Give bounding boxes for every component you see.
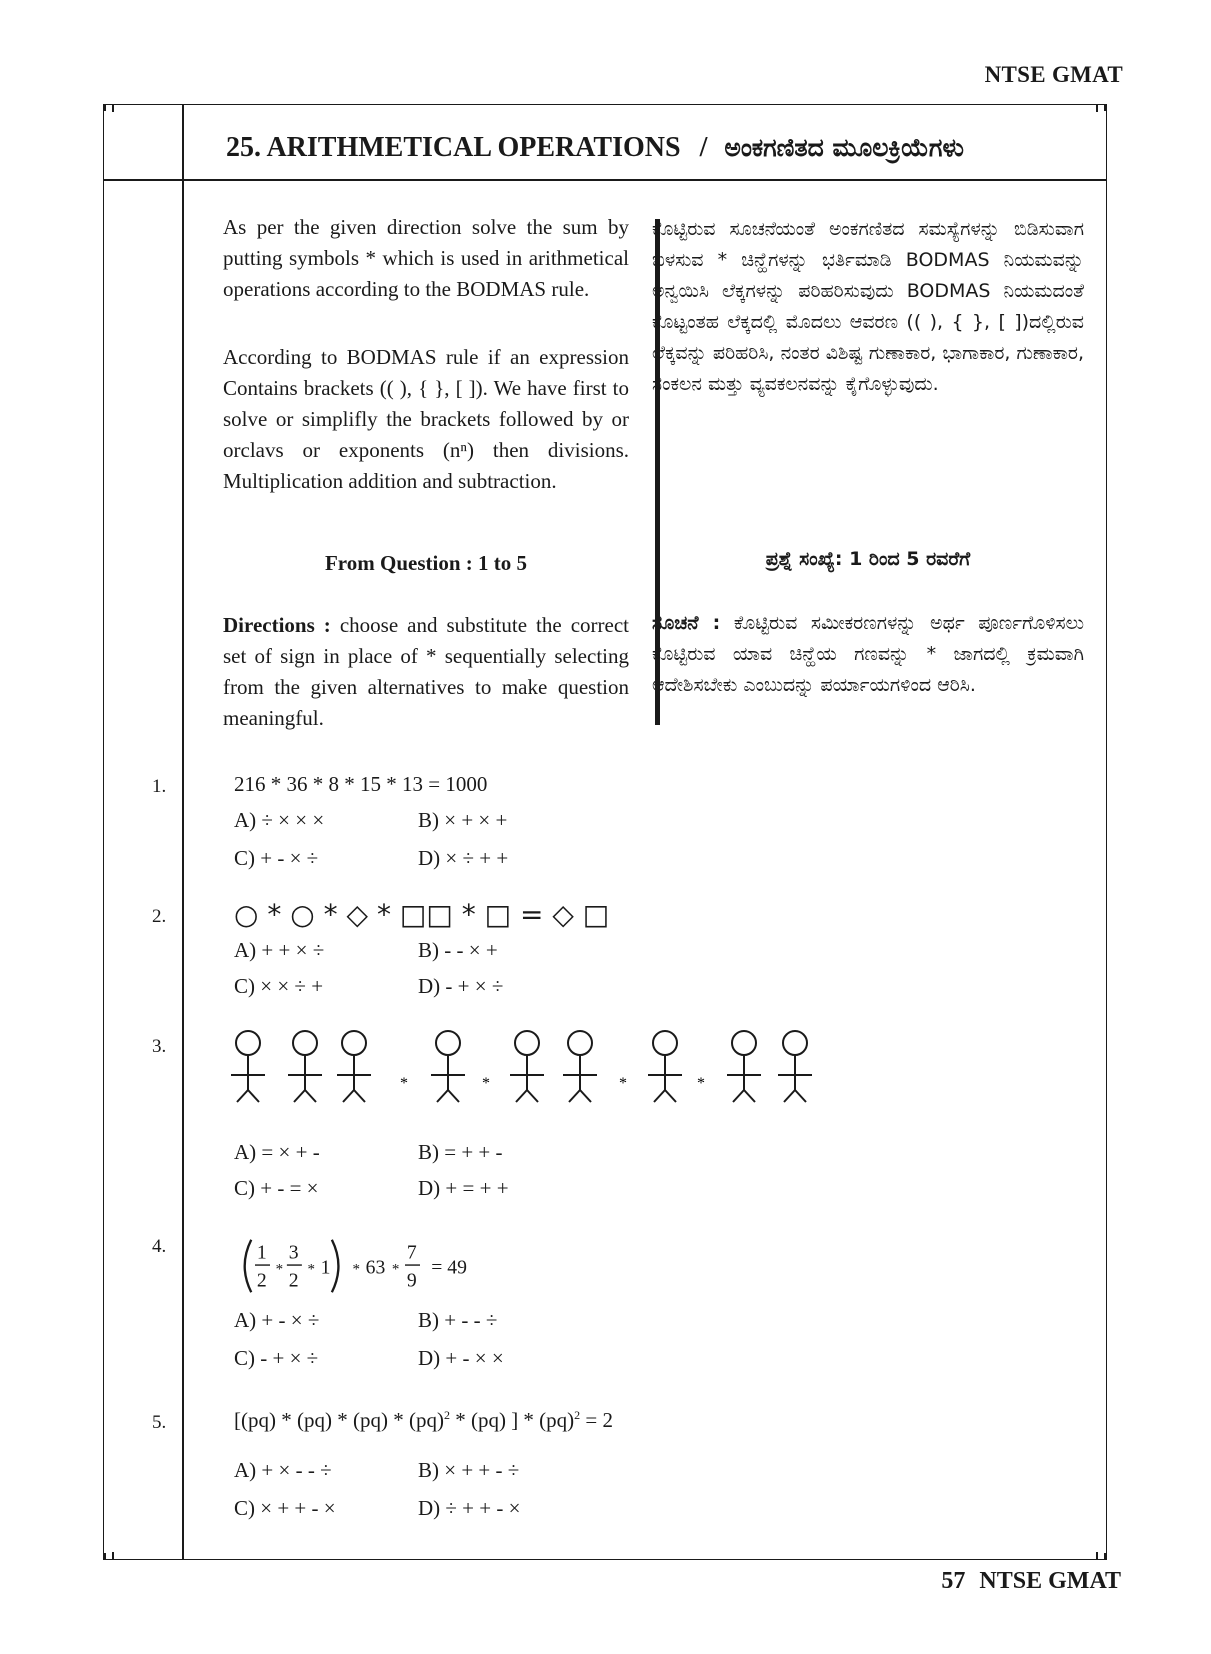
q2-option-b: B) - - × + xyxy=(418,938,498,962)
exponent: 2 xyxy=(443,1408,450,1422)
square-pair-shape: □□ xyxy=(399,898,453,931)
fraction-numerator: 7 xyxy=(406,1241,417,1264)
fraction-numerator: 1 xyxy=(256,1241,267,1264)
stick-figure xyxy=(510,1031,544,1102)
q4-option-c: C) - + × ÷ xyxy=(234,1346,319,1370)
term-one: 1 xyxy=(320,1256,331,1279)
star-operator: * xyxy=(376,898,391,931)
expr-part: * (pq) ] * (pq) xyxy=(449,1408,575,1432)
chapter-title-english: 25. ARITHMETICAL OPERATIONS xyxy=(226,132,681,163)
question-4-fraction-expression xyxy=(230,1236,550,1296)
question-number: 4. xyxy=(152,1236,167,1257)
directions-label: Directions : xyxy=(223,613,331,637)
star-operator: * xyxy=(461,898,476,931)
q1-option-d: D) × ÷ + + xyxy=(418,846,509,870)
q5-option-b: B) × + + - ÷ xyxy=(418,1458,520,1482)
star-operator: * xyxy=(275,1261,284,1278)
term-sixty-three: 63 xyxy=(365,1256,386,1279)
intro-kn-from-question: ಪ್ರಶ್ನೆ ಸಂಖ್ಯೆ: 1 ರಿಂದ 5 ರವರೆಗೆ xyxy=(765,548,971,570)
star-operator: * xyxy=(391,1261,400,1278)
star-operator: * xyxy=(307,1261,315,1278)
title-separator: / xyxy=(699,132,708,163)
stick-figure xyxy=(727,1031,761,1102)
intro-en-directions xyxy=(223,610,629,734)
stick-figure xyxy=(337,1031,371,1102)
q4-option-d: D) + - × × xyxy=(418,1346,504,1370)
running-header: NTSE GMAT xyxy=(984,62,1123,87)
q4-option-b: B) + - - ÷ xyxy=(418,1308,498,1332)
stick-figure xyxy=(648,1031,682,1102)
star-operator: * xyxy=(400,1075,408,1092)
expr-part: [(pq) * (pq) * (pq) * (pq) xyxy=(234,1408,444,1432)
q5-option-a: A) + × - - ÷ xyxy=(234,1458,332,1482)
star-operator: * xyxy=(697,1075,705,1092)
page-footer xyxy=(941,1568,1121,1595)
q3-option-c: C) + - = × xyxy=(234,1176,319,1200)
page-number: 57 xyxy=(941,1568,966,1594)
q5-option-d: D) ÷ + + - × xyxy=(418,1496,521,1520)
stick-figure xyxy=(563,1031,597,1102)
question-2-symbol-expression xyxy=(234,898,609,931)
circle-shape: ○ xyxy=(290,898,315,931)
q5-option-c: C) × + + - × xyxy=(234,1496,336,1520)
intro-en-para1: As per the given direction solve the sum by putting symbols * which is used in arithmetical operations according to the BODMAS rule. xyxy=(223,215,629,301)
exponent: 2 xyxy=(574,1408,581,1422)
question-1-expression: 216 * 36 * 8 * 15 * 13 = 1000 xyxy=(234,772,488,796)
question-3-stick-figures xyxy=(230,1030,830,1110)
star-operator: * xyxy=(619,1075,627,1092)
q2-option-c: C) × × ÷ + xyxy=(234,974,324,998)
directions-text: choose and substitute the correct set of sign in place of * sequentially selecting from the given alternatives to make question meaningful. xyxy=(223,613,630,730)
diamond-shape: ◇ xyxy=(346,898,369,931)
q1-option-b: B) × + × + xyxy=(418,808,508,832)
q1-option-c: C) + - × ÷ xyxy=(234,846,319,870)
question-number: 1. xyxy=(152,776,167,797)
q2-option-d: D) - + × ÷ xyxy=(418,974,504,998)
intro-kn-para1: ಕೊಟ್ಟಿರುವ ಸೂಚನೆಯಂತೆ ಅಂಕಗಣಿತದ ಸಮಸ್ಯೆಗಳನ್ನು ಬಿಡಿಸುವಾಗ ಬಳಸುವ * ಚಿನ್ಹೆಗಳನ್ನು ಭರ್ತಿಮಾಡಿ BODMAS ನಿಯಮವನ್ನು ಅನ್ವಯಿಸಿ ಲೆಕ್ಕಗಳನ್ನು ಪರಿಹರಿಸುವುದು BODMAS ನಿಯಮದಂತೆ ಕೊಟ್ಟಂತಹ ಲೆಕ್ಕದಲ್ಲಿ ಮೊದಲು ಆವರಣ (( ), { }, [ ])ದಲ್ಲಿರುವ ಲೆಕ್ಕವನ್ನು ಪರಿಹರಿಸಿ, ನಂತರ ವಿಶಿಷ್ಟ ಗುಣಾಕಾರ, ಭಾಗಾಕಾರ, ಗುಣಾಕಾರ, ಸಂಕಲನ ಮತ್ತು ವ್ಯವಕಲನವನ್ನು ಕೈಗೊಳ್ಳುವುದು. xyxy=(652,218,1084,395)
question-5-expression xyxy=(234,1408,613,1433)
fraction-denominator: 9 xyxy=(406,1269,417,1292)
question-number: 2. xyxy=(152,906,167,927)
fraction-denominator: 2 xyxy=(256,1269,267,1292)
intro-en-from-question: From Question : 1 to 5 xyxy=(324,551,527,575)
question-number: 5. xyxy=(152,1412,167,1433)
expr-part: = 2 xyxy=(580,1408,614,1432)
fraction-numerator: 3 xyxy=(288,1241,299,1264)
stick-figure xyxy=(231,1031,265,1102)
footer-title: NTSE GMAT xyxy=(979,1568,1121,1594)
star-operator: * xyxy=(267,898,282,931)
star-operator: * xyxy=(323,898,338,931)
stick-figure xyxy=(778,1031,812,1102)
stick-figure xyxy=(431,1031,465,1102)
kn-directions-text: ಕೊಟ್ಟಿರುವ ಸಮೀಕರಣಗಳನ್ನು ಅರ್ಥ ಪೂರ್ಣಗೊಳಿಸಲು ಕೊಟ್ಟಿರುವ ಯಾವ ಚಿನ್ಹೆಯ ಗಣವನ್ನು * ಜಾಗದಲ್ಲಿ ಕ್ರಮವಾಗಿ ಆದೇಶಿಸಬೇಕು ಎಂಬುದನ್ನು ಪರ್ಯಾಯಗಳಿಂದ ಆರಿಸಿ. xyxy=(652,612,1084,696)
kn-directions-label: ಸೂಚನೆ : xyxy=(652,612,721,634)
diamond-shape: ◇ xyxy=(552,898,574,931)
q3-option-a: A) = × + - xyxy=(234,1140,320,1164)
square-shape: □ xyxy=(582,898,610,931)
star-operator: * xyxy=(482,1075,490,1092)
q3-option-b: B) = + + - xyxy=(418,1140,503,1164)
stick-figure xyxy=(288,1031,322,1102)
chapter-title xyxy=(226,132,964,164)
intro-en-para2: According to BODMAS rule if an expression Contains brackets (( ), { }, [ ]). We have first to solve or simplifly the brackets followed by or orclavs or exponents (nⁿ) then divisions. Multiplication addition and subtraction. xyxy=(223,345,629,493)
square-shape: □ xyxy=(484,898,512,931)
equals-sign: = xyxy=(519,898,544,931)
q4-option-a: A) + - × ÷ xyxy=(234,1308,320,1332)
chapter-title-kannada: ಅಂಕಗಣಿತದ ಮೂಲಕ್ರಿಯೆಗಳು xyxy=(724,133,964,162)
q1-option-a: A) ÷ × × × xyxy=(234,808,325,832)
fraction-denominator: 2 xyxy=(288,1269,299,1292)
q2-option-a: A) + + × ÷ xyxy=(234,938,325,962)
question-number: 3. xyxy=(152,1036,167,1057)
circle-shape: ○ xyxy=(234,898,259,931)
result: = 49 xyxy=(431,1256,467,1279)
star-operator: * xyxy=(352,1261,360,1278)
q3-option-d: D) + = + + xyxy=(418,1176,509,1200)
intro-kn-directions xyxy=(652,608,1084,701)
